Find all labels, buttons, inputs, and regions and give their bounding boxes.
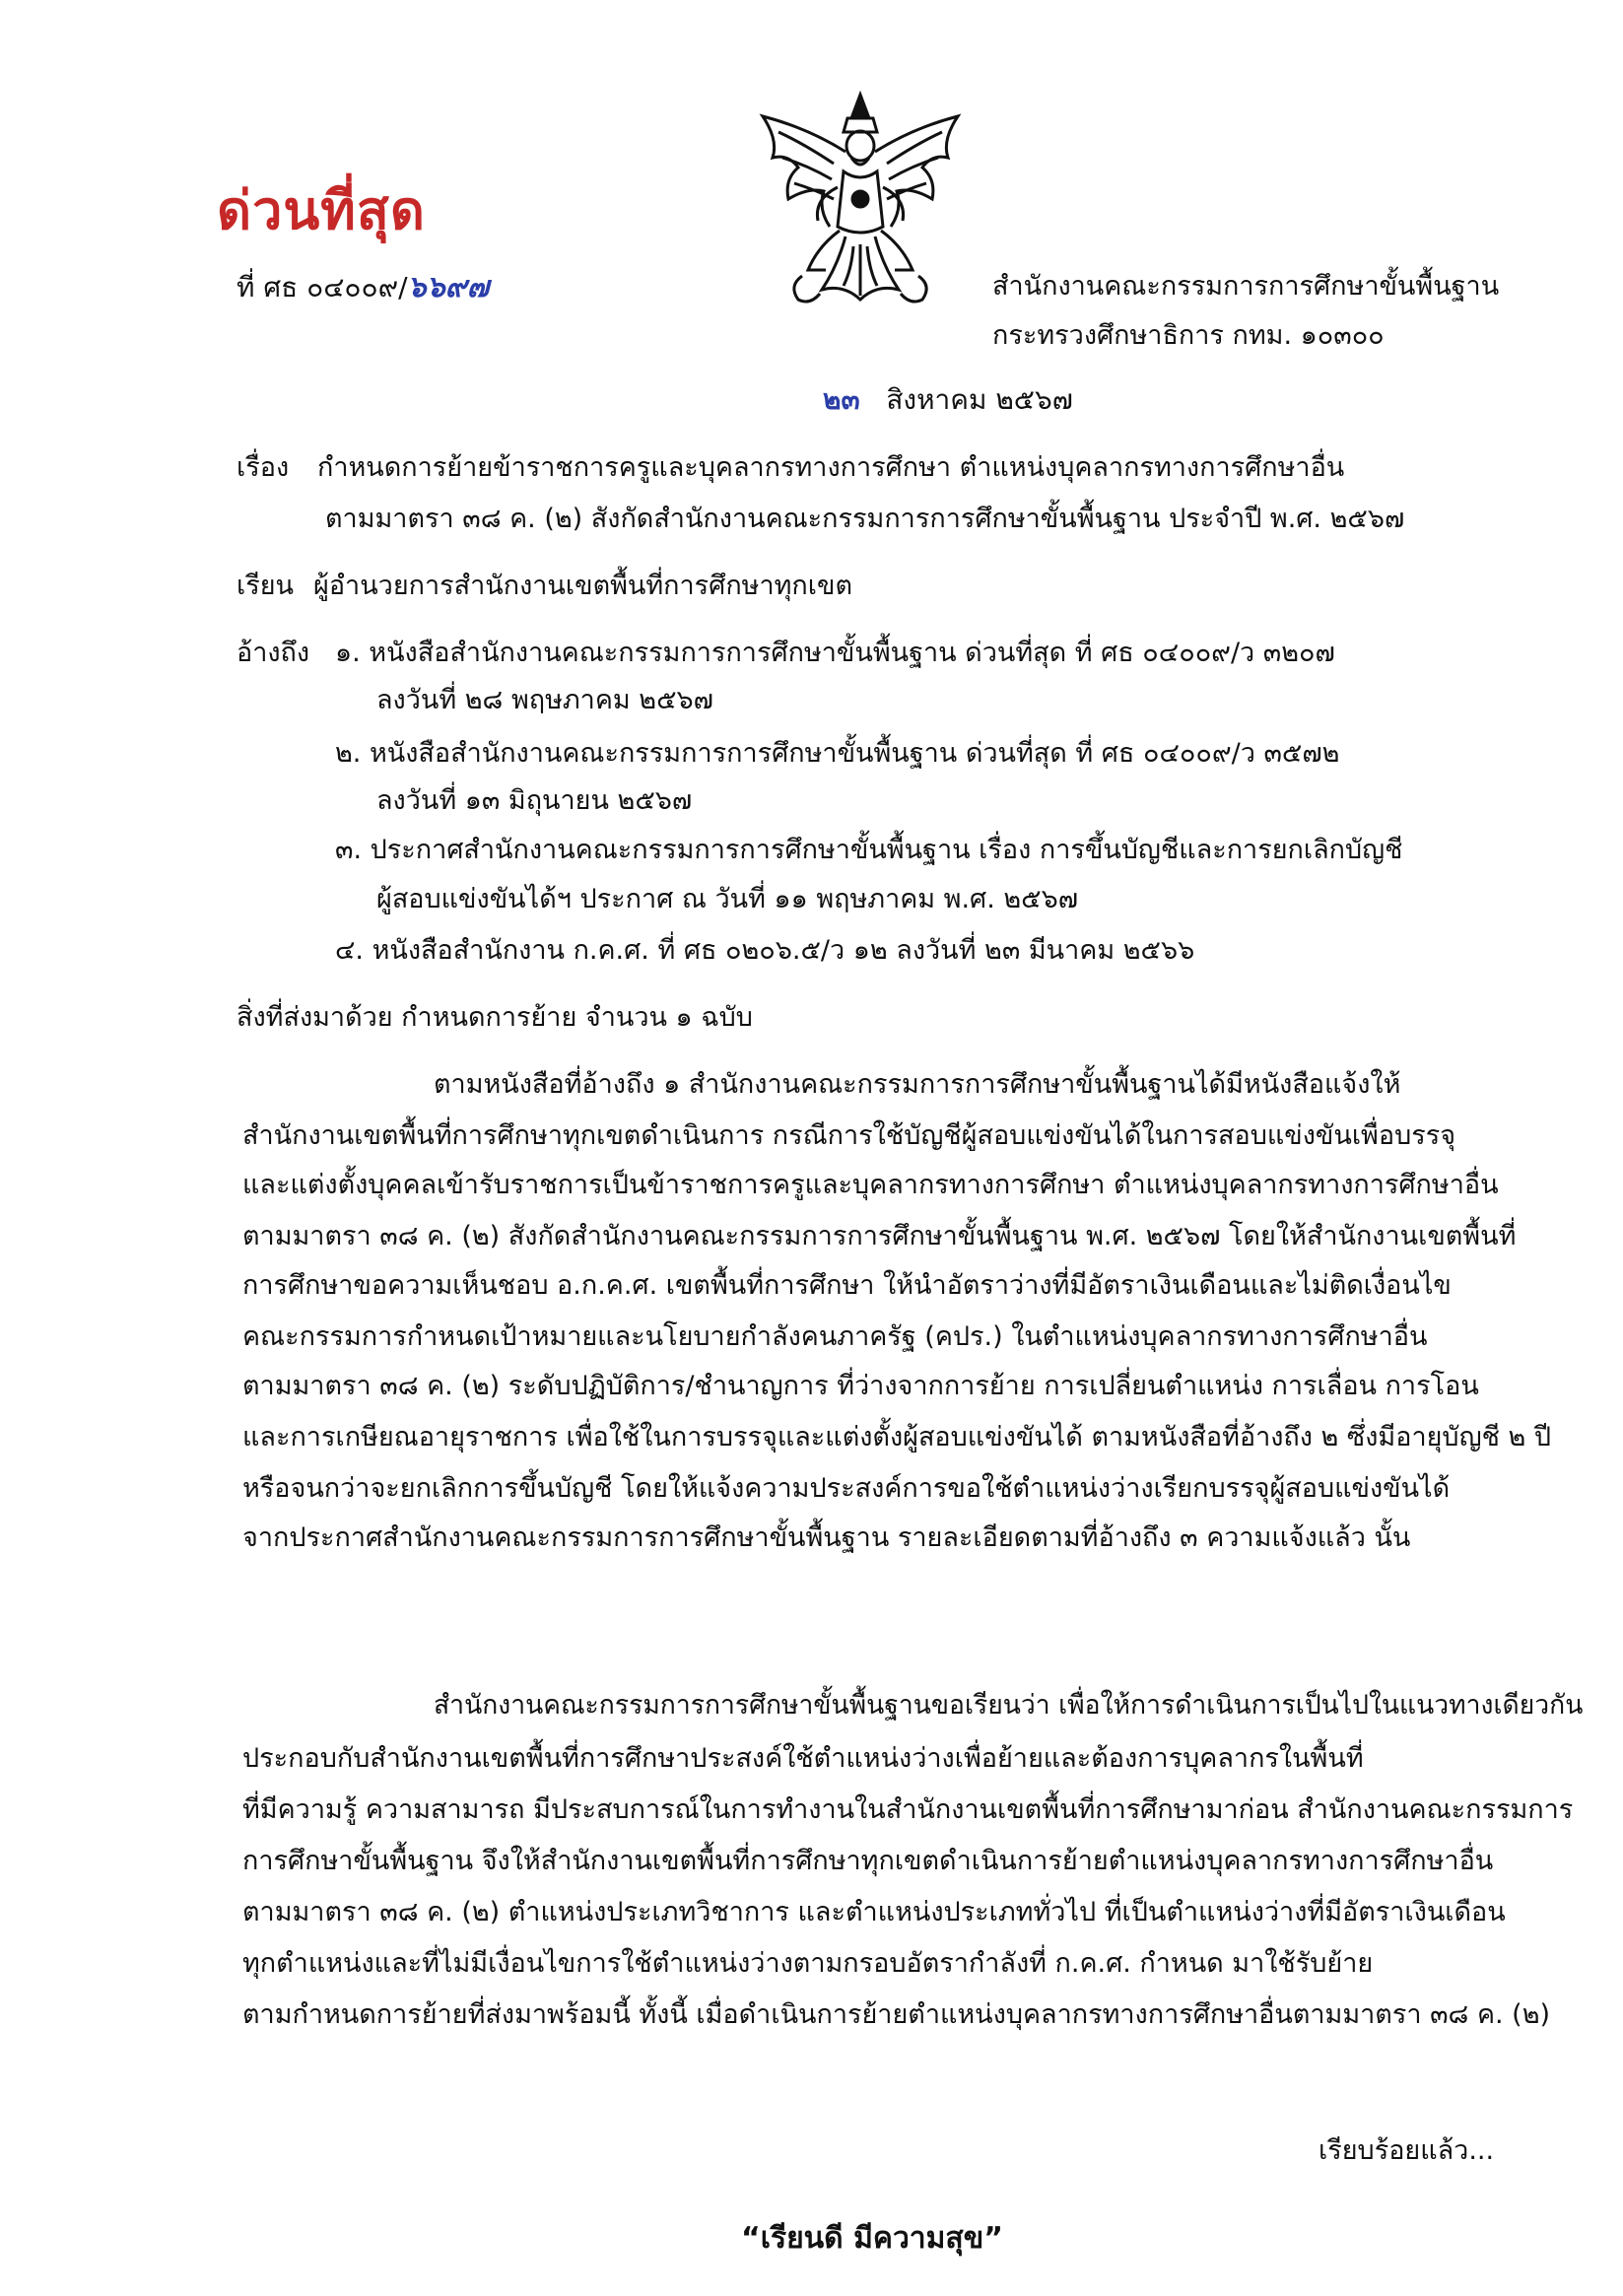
enclosure: สิ่งที่ส่งมาด้วย กำหนดการย้าย จำนวน ๑ ฉบับ [237,1002,753,1033]
date-month-year: สิงหาคม ๒๕๖๗ [886,383,1073,416]
document-number-handwritten: ๖๖๙๗ [407,270,490,304]
agency-address: กระทรวงศึกษาธิการ กทม. ๑๐๓๐๐ [992,320,1385,351]
date-day-handwritten: ๒๓ [823,383,860,416]
recipient-text: ผู้อำนวยการสำนักงานเขตพื้นที่การศึกษาทุกเขต [313,571,852,601]
paragraph-2-line: สำนักงานคณะกรรมการการศึกษาขั้นพื้นฐานขอเรียนว่า เพื่อให้การดำเนินการเป็นไปในแนวทางเดียวกัน [434,1690,1584,1721]
garuda-emblem-icon [749,89,972,315]
reference-3-line-1: ๓. ประกาศสำนักงานคณะกรรมการการศึกษาขั้นพื้นฐาน เรื่อง การขึ้นบัญชีและการยกเลิกบัญชี [335,835,1403,865]
paragraph-1-line: และแต่งตั้งบุคคลเข้ารับราชการเป็นข้าราชการครูและบุคลากรทางการศึกษา ตำแหน่งบุคลากรทางการศึกษาอื่น [242,1170,1499,1200]
paragraph-2-line: ที่มีความรู้ ความสามารถ มีประสบการณ์ในการทำงานในสำนักงานเขตพื้นที่การศึกษามาก่อน สำนักงานคณะกรรมการ [242,1794,1574,1825]
reference-2-line-1: ๒. หนังสือสำนักงานคณะกรรมการการศึกษาขั้นพื้นฐาน ด่วนที่สุด ที่ ศธ ๐๔๐๐๙/ว ๓๕๗๒ [335,738,1340,769]
continuation-marker: เรียบร้อยแล้ว... [1319,2135,1495,2166]
paragraph-1-line: จากประกาศสำนักงานคณะกรรมการการศึกษาขั้นพื้นฐาน รายละเอียดตามที่อ้างถึง ๓ ความแจ้งแล้ว นั้น [242,1522,1411,1553]
document-number-prefix: ที่ ศธ ๐๔๐๐๙/ [237,271,408,304]
motto: “เรียนดี มีความสุข” [741,2221,1003,2256]
paragraph-1-line: หรือจนกว่าจะยกเลิกการขึ้นบัญชี โดยให้แจ้งความประสงค์การขอใช้ตำแหน่งว่างเรียกบรรจุผู้สอบแข่งขันได้ [242,1473,1451,1504]
reference-2-line-2: ลงวันที่ ๑๓ มิถุนายน ๒๕๖๗ [376,785,693,816]
paragraph-2-line: ตามกำหนดการย้ายที่ส่งมาพร้อมนี้ ทั้งนี้ เมื่อดำเนินการย้ายตำแหน่งบุคลากรทางการศึกษาอื่นตามมาตรา ๓๘ ค. (๒) [242,1999,1551,2030]
paragraph-1-line: การศึกษาขอความเห็นชอบ อ.ก.ค.ศ. เขตพื้นที่การศึกษา ให้นำอัตราว่างที่มีอัตราเงินเดือนและไม่ติดเงื่อนไข [242,1270,1452,1301]
urgency-stamp: ด่วนที่สุด [217,178,426,241]
subject-line-2: ตามมาตรา ๓๘ ค. (๒) สังกัดสำนักงานคณะกรรมการการศึกษาขั้นพื้นฐาน ประจำปี พ.ศ. ๒๕๖๗ [325,504,1405,534]
subject-line-1: กำหนดการย้ายข้าราชการครูและบุคลากรทางการศึกษา ตำแหน่งบุคลากรทางการศึกษาอื่น [317,452,1345,483]
paragraph-1-line: และการเกษียณอายุราชการ เพื่อใช้ในการบรรจุและแต่งตั้งผู้สอบแข่งขันได้ ตามหนังสือที่อ้างถึง ๒ ซึ่งมีอายุบัญชี ๒ ปี [242,1422,1551,1452]
paragraph-1-line: สำนักงานเขตพื้นที่การศึกษาทุกเขตดำเนินการ กรณีการใช้บัญชีผู้สอบแข่งขันได้ในการสอบแข่งขันเพื่อบรรจุ [242,1120,1456,1151]
reference-3-line-2: ผู้สอบแข่งขันได้ฯ ประกาศ ณ วันที่ ๑๑ พฤษภาคม พ.ศ. ๒๕๖๗ [376,884,1079,914]
paragraph-1-line: ตามหนังสือที่อ้างถึง ๑ สำนักงานคณะกรรมการการศึกษาขั้นพื้นฐานได้มีหนังสือแจ้งให้ [434,1069,1401,1100]
paragraph-2-line: ตามมาตรา ๓๘ ค. (๒) ตำแหน่งประเภทวิชาการ และตำแหน่งประเภททั่วไป ที่เป็นตำแหน่งว่างที่มีอัตราเงินเดือน [242,1897,1506,1927]
paragraph-2-line: ทุกตำแหน่งและที่ไม่มีเงื่อนไขการใช้ตำแหน่งว่างตามกรอบอัตรากำลังที่ ก.ค.ศ. กำหนด มาใช้รับย้าย [242,1948,1374,1979]
reference-1-line-1: ๑. หนังสือสำนักงานคณะกรรมการการศึกษาขั้นพื้นฐาน ด่วนที่สุด ที่ ศธ ๐๔๐๐๙/ว ๓๒๐๗ [335,638,1335,668]
paragraph-1-line: ตามมาตรา ๓๘ ค. (๒) ระดับปฏิบัติการ/ชำนาญการ ที่ว่างจากการย้าย การเปลี่ยนตำแหน่ง การเลื่อน การโอน [242,1371,1479,1401]
references-label: อ้างถึง [237,638,310,668]
paragraph-1-line: ตามมาตรา ๓๘ ค. (๒) สังกัดสำนักงานคณะกรรมการการศึกษาขั้นพื้นฐาน พ.ศ. ๒๕๖๗ โดยให้สำนักงานเขตพื้นที่ [242,1221,1517,1251]
paragraph-2-line: การศึกษาขั้นพื้นฐาน จึงให้สำนักงานเขตพื้นที่การศึกษาทุกเขตดำเนินการย้ายตำแหน่งบุคลากรทางการศึกษาอื่น [242,1846,1494,1876]
document-number [237,264,489,310]
paragraph-1-line: คณะกรรมการกำหนดเป้าหมายและนโยบายกำลังคนภาครัฐ (คปร.) ในตำแหน่งบุคลากรทางการศึกษาอื่น [242,1321,1428,1352]
reference-1-line-2: ลงวันที่ ๒๘ พฤษภาคม ๒๕๖๗ [376,685,713,715]
document-date [823,378,1073,422]
subject-label: เรื่อง [237,452,290,483]
paragraph-2-line: ประกอบกับสำนักงานเขตพื้นที่การศึกษาประสงค์ใช้ตำแหน่งว่างเพื่อย้ายและต้องการบุคลากรในพื้นที่ [242,1743,1364,1774]
reference-4-line-1: ๔. หนังสือสำนักงาน ก.ค.ศ. ที่ ศธ ๐๒๐๖.๕/ว ๑๒ ลงวันที่ ๒๓ มีนาคม ๒๕๖๖ [335,935,1195,966]
recipient-label: เรียน [237,571,295,601]
agency-name: สำนักงานคณะกรรมการการศึกษาขั้นพื้นฐาน [992,271,1500,302]
